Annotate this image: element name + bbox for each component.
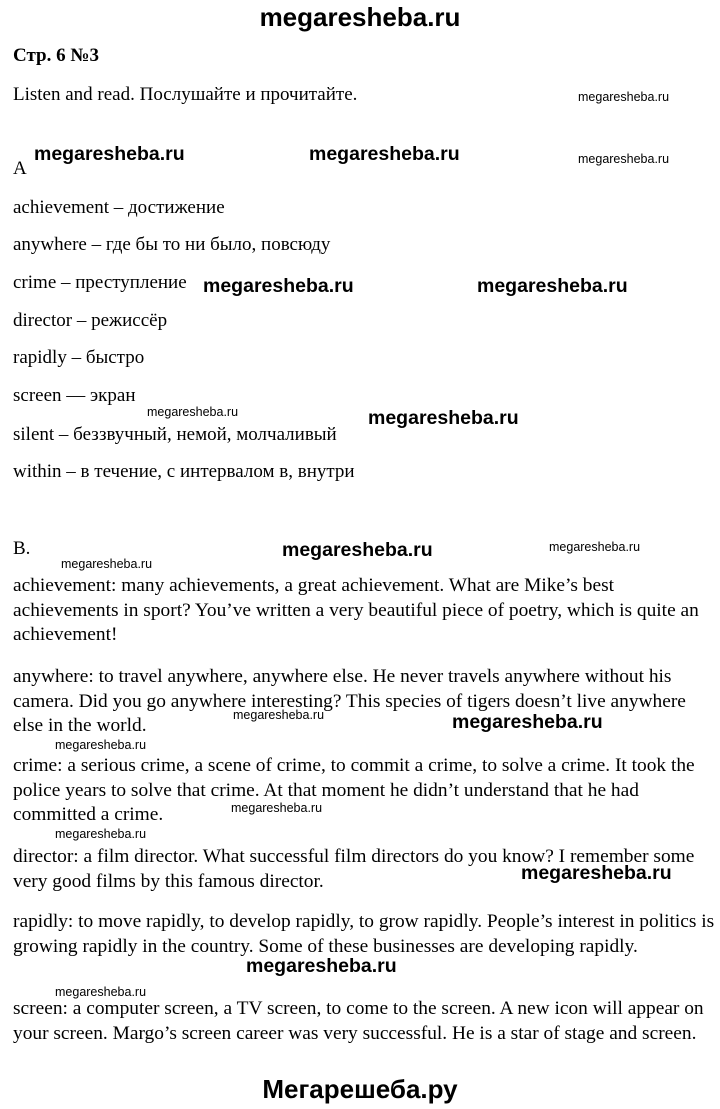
watermark-large: megaresheba.ru [34,143,185,165]
example-paragraph-achievement: achievement: many achievements, a great achievement. What are Mike’s best achievements in sport? You’ve written a very beautiful piece of poetry, which is quite an achievement! [13,575,699,645]
exercise-instruction: Listen and read. Послушайте и прочитайте. [13,84,358,105]
vocab-item-crime: crime – преступление [13,272,187,293]
example-paragraph-screen: screen: a computer screen, a TV screen, to come to the screen. A new icon will appear on your screen. Margo’s screen career was very successful. He is a star of stage and screen. [13,998,704,1044]
section-a-label: A [13,158,27,179]
watermark-large: megaresheba.ru [477,275,628,297]
exercise-title: Стр. 6 №3 [13,45,99,66]
vocab-item-screen: screen –– экран [13,385,136,406]
watermark-large: megaresheba.ru [521,862,672,884]
watermark-small: megaresheba.ru [61,557,153,571]
watermark-large: megaresheba.ru [282,539,433,561]
watermark-small: megaresheba.ru [233,708,325,722]
watermark-small: megaresheba.ru [55,827,147,841]
site-header: megaresheba.ru [259,2,461,32]
example-paragraph-rapidly: rapidly: to move rapidly, to develop rapidly, to grow rapidly. People’s interest in politics is growing rapidly in the country. Some of these businesses are developing rapidly. [13,911,715,957]
watermark-small: megaresheba.ru [147,405,239,419]
example-paragraph-anywhere: anywhere: to travel anywhere, anywhere else. He never travels anywhere without his camera. Did you go anywhere interesting? This species of tigers doesn’t live anywhere else in the world. [13,666,686,736]
watermark-large: megaresheba.ru [368,407,519,429]
watermark-large: megaresheba.ru [203,275,354,297]
vocab-item-within: within – в течение, с интервалом в, внутри [13,461,355,482]
watermark-large: megaresheba.ru [452,711,603,733]
watermark-small: megaresheba.ru [55,738,147,752]
watermark-small: megaresheba.ru [578,152,670,166]
watermark-small: megaresheba.ru [549,540,641,554]
vocab-item-silent: silent – беззвучный, немой, молчаливый [13,424,337,445]
example-paragraph-crime: crime: a serious crime, a scene of crime, to commit a crime, to solve a crime. It took the police years to solve that crime. At that moment he didn’t understand that he had committed a crime. [13,755,695,825]
vocab-item-achievement: achievement – достижение [13,197,225,218]
example-paragraph-director: director: a film director. What successful film directors do you know? I remember some very good films by this famous director. [13,846,695,892]
vocab-item-anywhere: anywhere – где бы то ни было, повсюду [13,234,331,255]
section-b-label: B. [13,538,31,559]
watermark-small: megaresheba.ru [578,90,670,104]
vocab-item-rapidly: rapidly – быстро [13,347,145,368]
watermark-large: megaresheba.ru [309,143,460,165]
site-footer: Мегарешеба.ру [262,1074,458,1104]
watermark-small: megaresheba.ru [231,801,323,815]
watermark-small: megaresheba.ru [55,985,147,999]
vocab-item-director: director – режиссёр [13,310,168,331]
watermark-large: megaresheba.ru [246,955,397,977]
